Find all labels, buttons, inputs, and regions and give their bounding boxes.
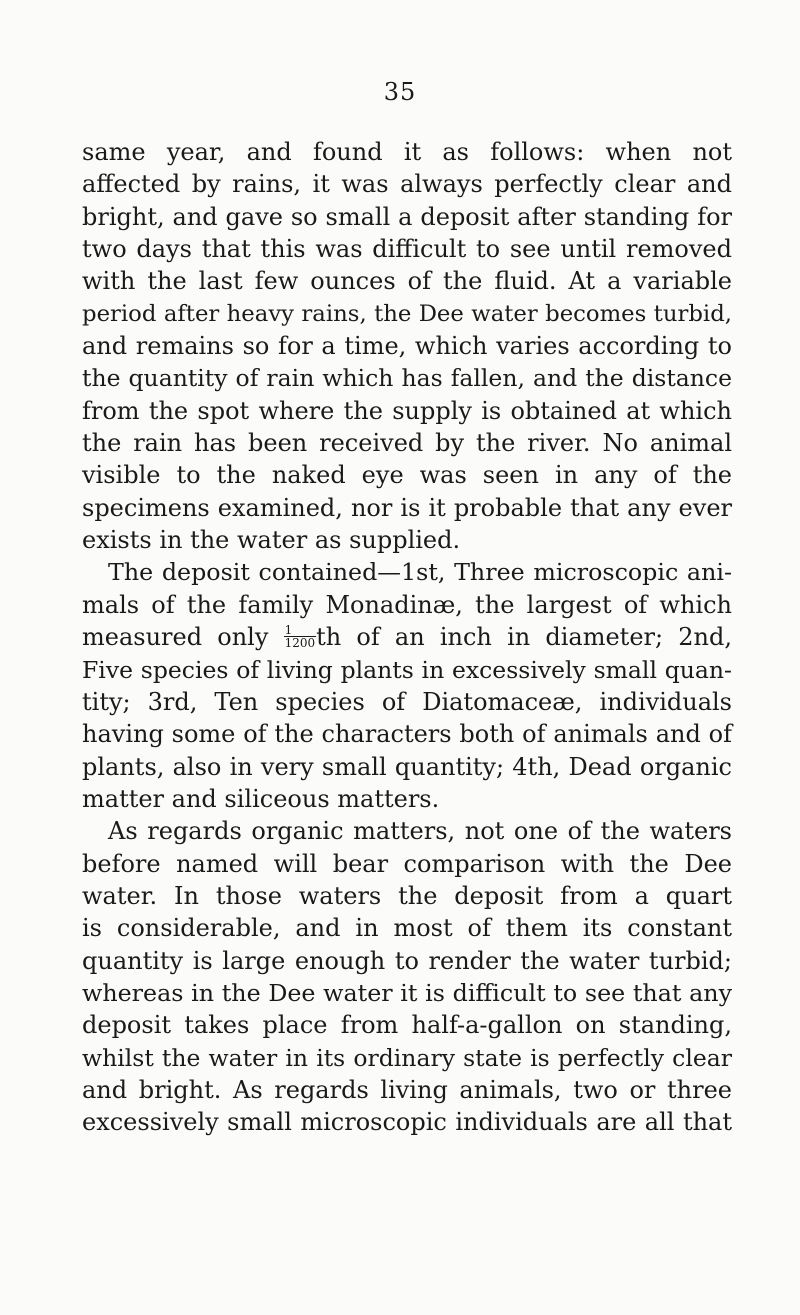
text-line: the rain has been received by the river. No animal <box>82 429 732 458</box>
page-number: 35 <box>383 78 417 106</box>
fraction-text-line <box>82 621 732 653</box>
body-text <box>82 136 732 1139</box>
text-line: period after heavy rains, the Dee water becomes turbid, <box>82 300 732 327</box>
text-line: whilst the water in its ordinary state is perfectly clear <box>82 1043 732 1072</box>
text-line: plants, also in very small quantity; 4th, Dead organic <box>82 752 732 781</box>
text-line: specimens examined, nor is it probable that any ever <box>82 493 732 522</box>
text-line: with the last few ounces of the fluid. At a variable <box>82 267 732 296</box>
text-line: exists in the water as supplied. <box>82 526 461 555</box>
text-line: bright, and gave so small a deposit after standing for <box>82 202 732 231</box>
text-line: deposit takes place from half-a-gallon on standing, <box>82 1011 732 1040</box>
text-line: As regards organic matters, not one of the waters <box>108 817 732 846</box>
text-line: visible to the naked eye was seen in any of the <box>82 461 732 490</box>
text-line: Five species of living plants in excessively small quan- <box>82 655 732 684</box>
fraction-denominator: 1200 <box>284 636 316 651</box>
fraction-line-after: th of an inch in diameter; 2nd, <box>316 623 732 652</box>
text-line: from the spot where the supply is obtained at which <box>82 396 732 425</box>
fraction-line-before: measured only <box>82 623 284 652</box>
text-line: before named will bear comparison with the Dee <box>82 849 732 878</box>
fraction-numerator: 1 <box>284 624 317 637</box>
text-line: whereas in the Dee water it is difficult to see that any <box>82 978 732 1007</box>
text-line: mals of the family Monadinæ, the largest of which <box>82 590 732 619</box>
text-line: and remains so for a time, which varies according to <box>82 332 732 361</box>
text-line: quantity is large enough to render the water turbid; <box>82 946 732 975</box>
text-line: having some of the characters both of animals and of <box>82 720 732 749</box>
text-line: is considerable, and in most of them its constant <box>82 914 732 943</box>
text-line: The deposit contained—1st, Three microscopic ani- <box>108 558 732 587</box>
text-line: same year, and found it as follows: when not <box>82 138 732 166</box>
text-line: two days that this was difficult to see until removed <box>82 235 732 264</box>
text-line: the quantity of rain which has fallen, and the distance <box>82 364 732 393</box>
text-line: affected by rains, it was always perfectly clear and <box>82 170 732 199</box>
text-line: and bright. As regards living animals, two or three <box>82 1075 732 1104</box>
fraction <box>284 624 317 649</box>
text-line: tity; 3rd, Ten species of Diatomaceæ, individuals <box>82 687 732 716</box>
text-line: excessively small microscopic individuals are all that <box>82 1108 732 1137</box>
text-line: water. In those waters the deposit from a quart <box>82 881 732 910</box>
text-line: matter and siliceous matters. <box>82 784 440 813</box>
